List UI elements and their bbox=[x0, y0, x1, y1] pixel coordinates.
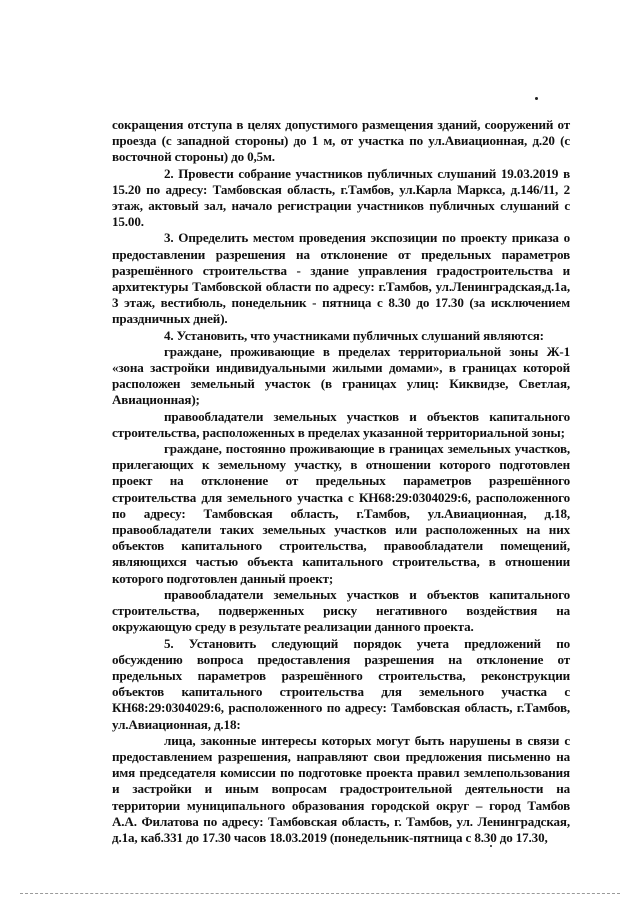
document-body bbox=[112, 117, 570, 846]
scan-edge-artifact bbox=[20, 893, 620, 896]
paragraph: правообладатели земельных участков и объектов капитального строительства, расположенных в пределах указанной территориальной зоны; bbox=[112, 408, 570, 440]
paragraph: 4. Установить, что участниками публичных слушаний являются: bbox=[164, 327, 544, 343]
paragraph: граждане, проживающие в пределах территориальной зоны Ж-1 «зона застройки индивидуальными жилыми домами», в границах которой расположен земельный участок (в границах улиц: Киквидзе, Светлая, Авиационная); bbox=[112, 343, 570, 408]
paragraph: 3. Определить местом проведения экспозиции по проекту приказа о предоставлении разрешения на отклонение от предельных параметров разрешённого строительства - здание управления градостроительства и архитектуры Тамбовской области по адресу: г.Тамбов, ул.Ленинградская,д.1а, 3 этаж, вестибюль, понедельник - пятница с 8.30 до 17.30 (за исключением праздничных дней). bbox=[112, 230, 570, 327]
paragraph: правообладатели земельных участков и объектов капитального строительства, подверженных риску негативного воздействия на окружающую среду в результате реализации данного проекта. bbox=[112, 586, 570, 635]
paragraph: 2. Провести собрание участников публичных слушаний 19.03.2019 в 15.20 по адресу: Тамбовская область, г.Тамбов, ул.Карла Маркса, д.146/11, 2 этаж, актовый зал, начало регистрации участников публичных слушаний с 15.00. bbox=[112, 165, 570, 230]
scan-speck bbox=[535, 97, 538, 100]
paragraph: граждане, постоянно проживающие в границах земельных участков, прилегающих к земельному участку, в отношении которого подготовлен проект на отклонение от предельных параметров разрешённого строительства для земельного участка с КН68:29:0304029:6, расположенного по адресу: Тамбовская область, г.Тамбов, ул.Авиационная, д.18, правообладатели таких земельных участков или расположенных на них объектов капитального строительства, правообладатели помещений, являющихся частью объекта капитального строительства, в отношении которого подготовлен данный проект; bbox=[112, 441, 570, 586]
paragraph: лица, законные интересы которых могут быть нарушены в связи с предоставлением разрешения, направляют свои предложения письменно на имя председателя комиссии по подготовке проекта правил землепользования и застройки и иным вопросам градостроительной деятельности на территории муниципального образования городской округ – город Тамбов А.А. Филатова по адресу: Тамбовская область, г. Тамбов, ул. Ленинградская, д.1а, каб.331 до 17.30 часов 18.03.2019 (понедельник-пятница с 8.30 до 17.30, bbox=[112, 732, 570, 845]
paragraph: сокращения отступа в целях допустимого размещения зданий, сооружений от проезда (с западной стороны) до 1 м, от участка по ул.Авиационная, д.20 (с восточной стороны) до 0,5м. bbox=[112, 117, 570, 165]
paragraph: 5. Установить следующий порядок учета предложений по обсуждению вопроса предоставления разрешения на отклонение от предельных параметров разрешённого строительства, реконструкции объектов капитального строительства для земельного участка с КН68:29:0304029:6, расположенного по адресу: Тамбовская область, г.Тамбов, ул.Авиационная, д.18: bbox=[112, 635, 570, 732]
